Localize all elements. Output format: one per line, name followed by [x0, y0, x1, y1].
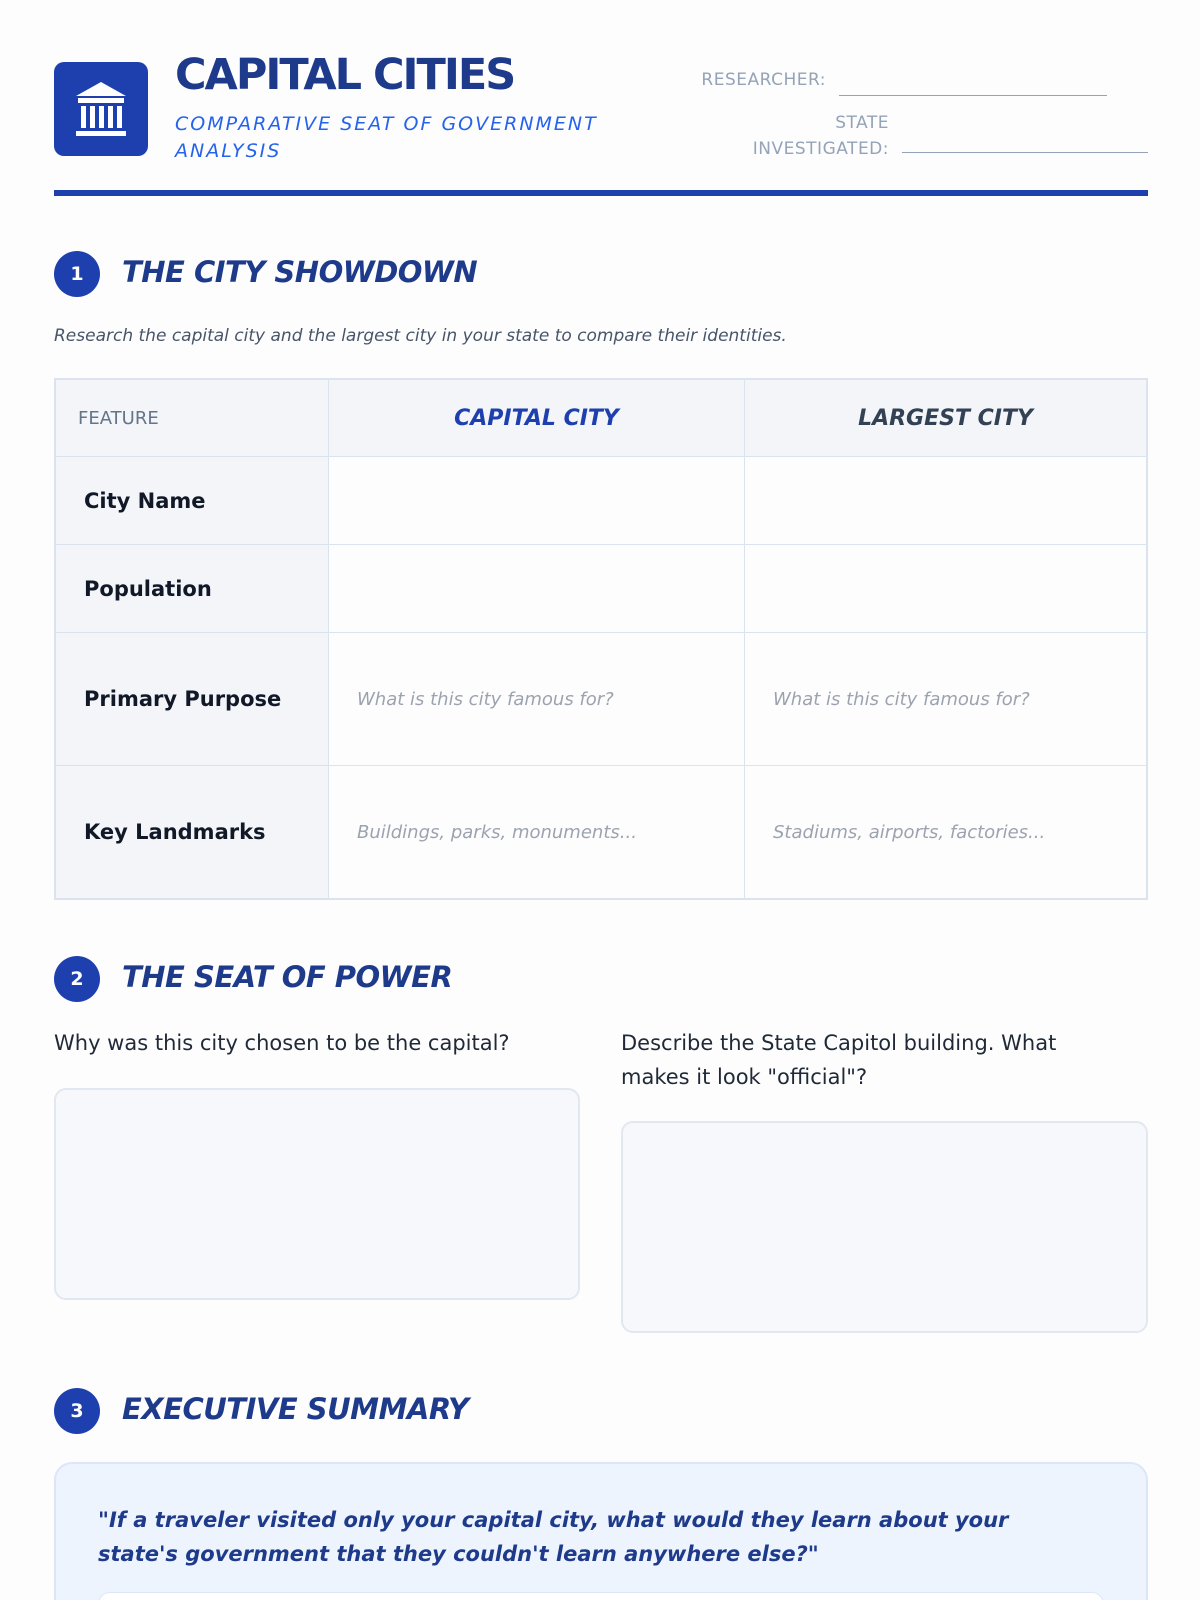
section-number: 2	[54, 956, 100, 1002]
answer-box-capitol-building[interactable]	[621, 1121, 1148, 1333]
largest-landmarks-cell[interactable]: Stadiums, airports, factories...	[744, 766, 1146, 898]
row-label: City Name	[56, 457, 328, 544]
capital-population-cell[interactable]	[328, 545, 744, 632]
state-label-line2: INVESTIGATED:	[752, 139, 889, 159]
summary-prompt: "If a traveler visited only your capital city, what would they learn about your state's government that they couldn't learn anywhere else?"	[98, 1508, 1009, 1566]
section-number: 3	[54, 1388, 100, 1434]
header-largest-city: LARGEST CITY	[744, 380, 1146, 456]
question-why-capital: Why was this city chosen to be the capital?	[54, 1031, 510, 1055]
logo	[54, 62, 148, 156]
capitol-building-icon	[70, 76, 132, 142]
section-intro: Research the capital city and the largest city in your state to compare their identities.	[54, 326, 787, 346]
header-capital-city: CAPITAL CITY	[328, 380, 744, 456]
researcher-label: RESEARCHER:	[701, 70, 826, 90]
comparison-table	[54, 378, 1148, 900]
table-row	[56, 632, 1146, 765]
table-row	[56, 544, 1146, 632]
row-label: Key Landmarks	[56, 766, 328, 898]
header-feature: FEATURE	[56, 380, 328, 456]
table-row	[56, 456, 1146, 544]
question-capitol-building: Describe the State Capitol building. What makes it look "official"?	[621, 1031, 1057, 1089]
page-title: CAPITAL CITIES	[175, 50, 515, 100]
largest-city-name-cell[interactable]	[744, 457, 1146, 544]
section-title: THE CITY SHOWDOWN	[122, 255, 478, 289]
section-number: 1	[54, 251, 100, 297]
row-label: Primary Purpose	[56, 633, 328, 765]
state-field[interactable]	[902, 152, 1148, 153]
table-header-row	[56, 380, 1146, 456]
largest-purpose-cell[interactable]: What is this city famous for?	[744, 633, 1146, 765]
researcher-field[interactable]	[839, 95, 1107, 96]
section-title: THE SEAT OF POWER	[122, 960, 453, 994]
capital-landmarks-cell[interactable]: Buildings, parks, monuments...	[328, 766, 744, 898]
answer-box-why-capital[interactable]	[54, 1088, 580, 1300]
largest-population-cell[interactable]	[744, 545, 1146, 632]
summary-answer-field[interactable]	[98, 1592, 1104, 1600]
state-label-line1: STATE	[835, 113, 889, 133]
page-subtitle: COMPARATIVE SEAT OF GOVERNMENT ANALYSIS	[175, 113, 598, 162]
capital-city-name-cell[interactable]	[328, 457, 744, 544]
table-row	[56, 765, 1146, 898]
capital-purpose-cell[interactable]: What is this city famous for?	[328, 633, 744, 765]
section-title: EXECUTIVE SUMMARY	[122, 1392, 469, 1426]
header-divider	[54, 190, 1148, 196]
row-label: Population	[56, 545, 328, 632]
